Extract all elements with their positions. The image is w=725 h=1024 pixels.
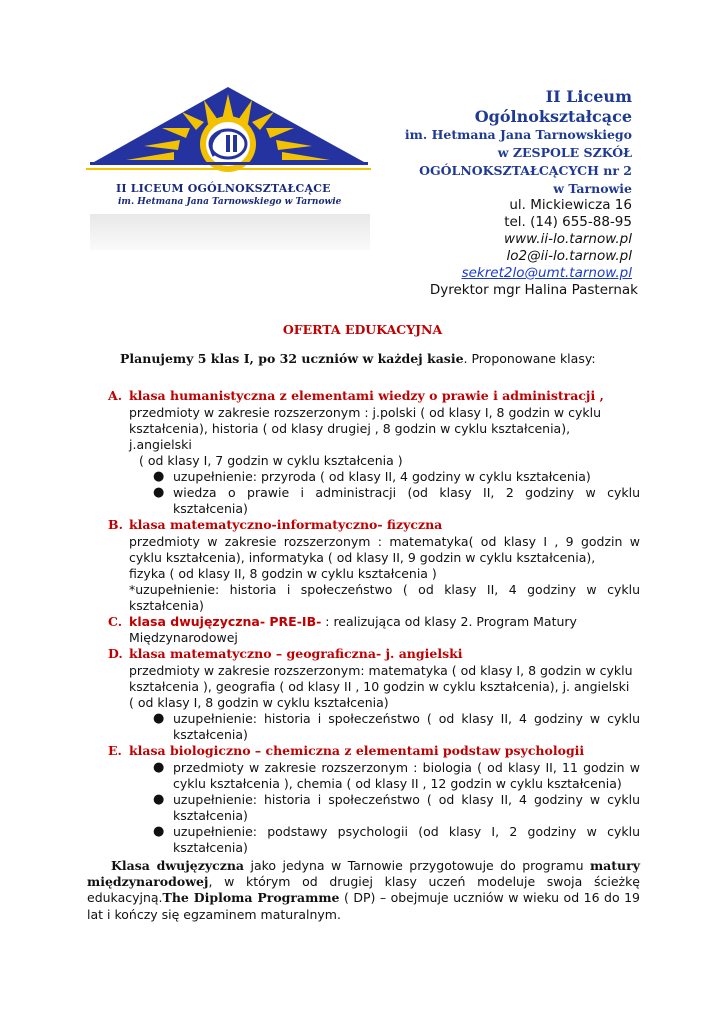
section-e-bullet2a: uzupełnienie: historia i społeczeństwo ( od klasy II, 4 godziny w cyklu xyxy=(173,792,640,807)
section-a-heading: klasa humanistyczna z elementami wiedzy o prawie i administracji , xyxy=(129,388,604,403)
footer-bold-1: Klasa dwujęzyczna xyxy=(111,858,245,873)
footer-text-4: , w którym od drugiej klasy uczeń modeluje swoja ścieżkę edukacyjną. xyxy=(87,874,640,906)
section-c-rest: : realizująca od klasy 2. Program Matury xyxy=(321,614,577,629)
section-d-heading: klasa matematyczno – geograficzna- j. angielski xyxy=(129,646,463,661)
section-e-bullet3a: uzupełnienie: podstawy psychologii (od klasy I, 2 godziny w cyklu xyxy=(173,824,640,839)
intro-paragraph xyxy=(120,351,596,367)
school-logo xyxy=(86,82,371,257)
header-complex-line1: w ZESPOLE SZKÓŁ xyxy=(497,145,632,160)
bullet-icon: ● xyxy=(153,824,165,839)
section-b-line3: fizyka ( od klasy II, 8 godzin w cyklu kształcenia ) xyxy=(129,566,437,581)
bullet-icon: ● xyxy=(153,469,165,484)
section-a-line4: ( od klasy I, 7 godzin w cyklu kształcenia ) xyxy=(139,453,403,468)
section-a-bullet2a: wiedza o prawie i administracji (od klasy II, 2 godziny w cyklu xyxy=(173,485,640,500)
header-complex-line2: OGÓLNOKSZTAŁCĄCYCH nr 2 xyxy=(419,163,632,178)
section-d-line2: kształcenia ), geografia ( od klasy II , 10 godzin w cyklu kształcenia), j. angielski xyxy=(129,679,630,694)
section-d-line3: ( od klasy I, 8 godzin w cyklu kształcenia) xyxy=(129,695,389,710)
section-c-heading: klasa dwujęzyczna- PRE-IB- xyxy=(129,614,322,629)
section-e-bullet1b: cyklu kształcenia ), chemia ( od klasy II , 12 godzin w cyklu kształcenia) xyxy=(173,776,622,791)
bilingual-class-paragraph xyxy=(87,858,640,923)
section-d-bullet1b: kształcenia) xyxy=(173,727,248,742)
section-a-line1: przedmioty w zakresie rozszerzonym : j.polski ( od klasy I, 8 godzin w cyklu xyxy=(129,405,601,420)
section-e-bullet3b: kształcenia) xyxy=(173,840,248,855)
section-e-bullet1a: przedmioty w zakresie rozszerzonym : biologia ( od klasy II, 11 godzin w xyxy=(173,760,640,775)
section-a-bullet1: uzupełnienie: przyroda ( od klasy II, 4 godziny w cyklu kształcenia) xyxy=(173,469,591,484)
section-b-heading: klasa matematyczno-informatyczno- fizyczna xyxy=(129,517,443,532)
header-patron: im. Hetmana Jana Tarnowskiego xyxy=(404,127,632,142)
section-d-letter: D. xyxy=(108,646,123,661)
section-a-line2: kształcenia), historia ( od klasy drugiej , 8 godzin w cyklu kształcenia), xyxy=(129,421,571,436)
bullet-icon: ● xyxy=(153,485,165,500)
footer-bold-5: The Diploma Programme xyxy=(162,890,340,906)
header-school-line1: II Liceum xyxy=(545,87,632,106)
section-b-line1: przedmioty w zakresie rozszerzonym : matematyka( od klasy I , 9 godzin w xyxy=(129,534,640,549)
header-address: ul. Mickiewicza 16 xyxy=(509,197,632,213)
header-school-line2: Ogólnokształcące xyxy=(474,107,632,126)
section-c-line2: Międzynarodowej xyxy=(129,630,238,645)
header-phone: tel. (14) 655-88-95 xyxy=(504,214,632,230)
logo-school-name: II LICEUM OGÓLNOKSZTAŁCĄCE xyxy=(116,182,331,195)
section-a-line3: j.angielski xyxy=(129,437,192,452)
header-city: w Tarnowie xyxy=(553,181,632,196)
intro-rest: . Proponowane klasy: xyxy=(463,351,596,366)
section-b-line2: cyklu kształcenia), informatyka ( od klasy II, 9 godzin w cyklu kształcenia), xyxy=(129,550,596,565)
section-e-heading: klasa biologiczno – chemiczna z elementami podstaw psychologii xyxy=(129,743,585,758)
bullet-icon: ● xyxy=(153,711,165,726)
section-e-letter: E. xyxy=(108,743,122,758)
section-d-bullet1a: uzupełnienie: historia i społeczeństwo ( od klasy II, 4 godziny w cyklu xyxy=(173,711,640,726)
section-b-line5: kształcenia) xyxy=(129,598,204,613)
bullet-icon: ● xyxy=(153,760,165,775)
header-secretary-email-link[interactable]: sekret2lo@umt.tarnow.pl xyxy=(461,265,632,281)
footer-text-6: ( DP) – obejmuje uczniów w wieku od 16 do 19 lat i kończy się egzaminem maturalnym. xyxy=(87,890,640,922)
section-b-letter: B. xyxy=(108,517,123,532)
section-e-bullet2b: kształcenia) xyxy=(173,808,248,823)
section-b-line4: *uzupełnienie: historia i społeczeństwo ( od klasy II, 4 godziny w cyklu xyxy=(129,582,640,597)
logo-school-subtitle: im. Hetmana Jana Tarnowskiego w Tarnowie xyxy=(118,197,342,207)
footer-text-2: jako jedyna w Tarnowie przygotowuje do programu xyxy=(244,858,590,873)
bullet-icon: ● xyxy=(153,792,165,807)
section-c-letter: C. xyxy=(108,614,123,629)
section-a-letter: A. xyxy=(108,388,123,403)
header-director: Dyrektor mgr Halina Pasternak xyxy=(429,282,638,298)
header-website-link[interactable]: www.ii-lo.tarnow.pl xyxy=(504,231,632,247)
page-title: OFERTA EDUKACYJNA xyxy=(282,322,443,337)
section-a-bullet2b: kształcenia) xyxy=(173,501,248,516)
footer-bold-3: matury międzynarodowej xyxy=(87,858,640,890)
header-email-link[interactable]: lo2@ii-lo.tarnow.pl xyxy=(506,248,632,264)
section-d-line1: przedmioty w zakresie rozszerzonym: matematyka ( od klasy I, 8 godzin w cyklu xyxy=(129,663,633,678)
section-c-line1 xyxy=(129,614,577,630)
intro-bold: Planujemy 5 klas I, po 32 uczniów w każdej kasie xyxy=(120,351,464,366)
